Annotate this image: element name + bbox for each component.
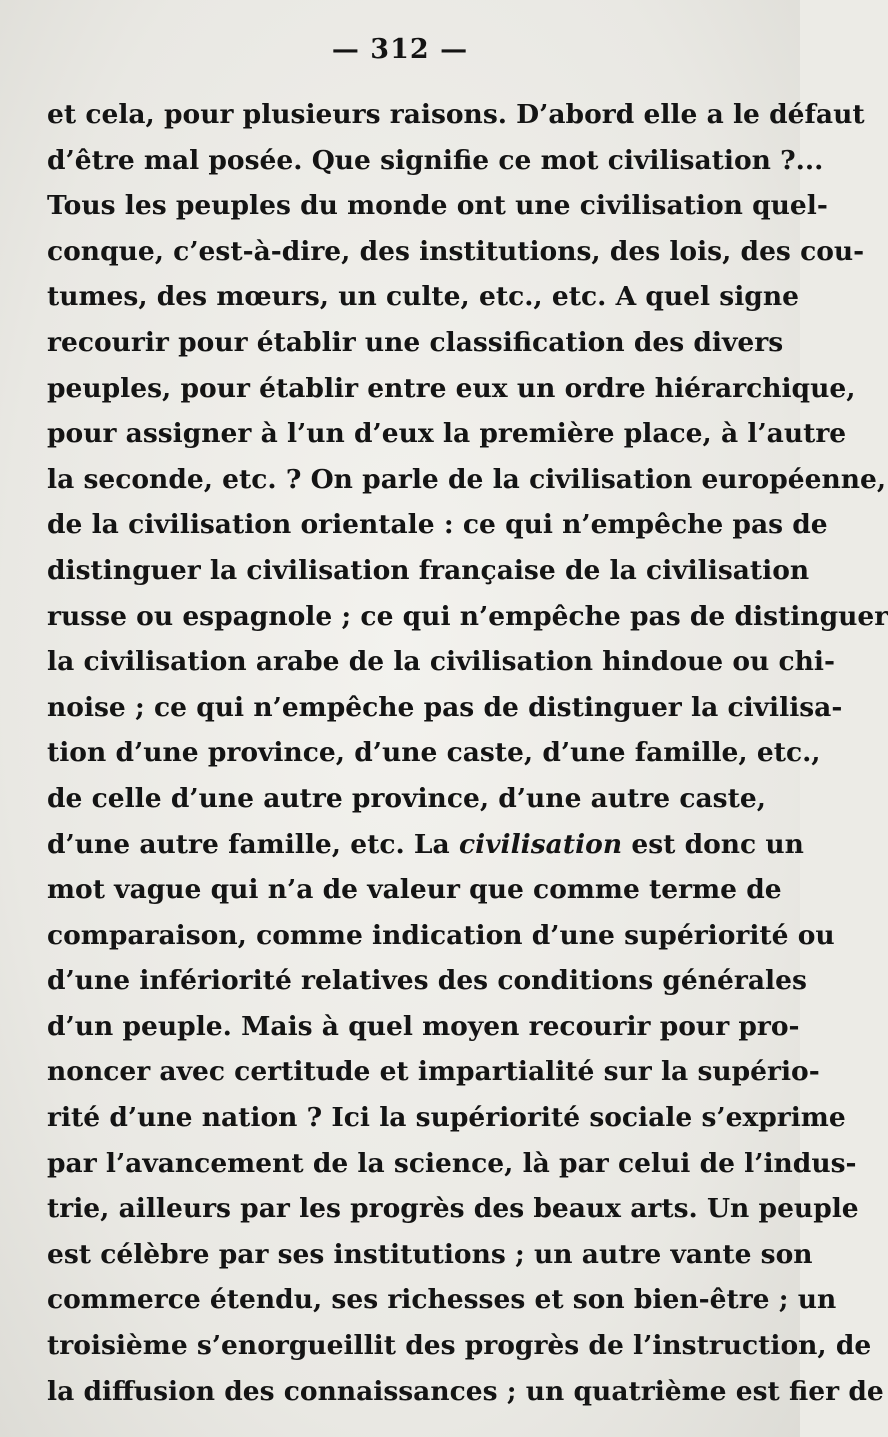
text-line: de celle d’une autre province, d’une autre caste, — [47, 782, 766, 814]
text-segment: est donc un — [631, 828, 804, 860]
text-line: noncer avec certitude et impartialité sur la supério- — [47, 1056, 820, 1088]
text-line: recourir pour établir une classification des divers — [47, 326, 784, 358]
text-line: mot vague qui n’a de valeur que comme terme de — [47, 874, 782, 906]
text-line: est célèbre par ses institutions ; un autre vante son — [47, 1238, 813, 1270]
text-line: par l’avancement de la science, là par celui de l’indus- — [47, 1147, 857, 1179]
body-text — [47, 92, 888, 1414]
text-line: tumes, des mœurs, un culte, etc., etc. A quel signe — [47, 281, 799, 313]
text-line: la diffusion des connaissances ; un quatrième est fier de — [47, 1375, 884, 1407]
text-line: d’être mal posée. Que signifie ce mot civilisation ?... — [47, 144, 824, 176]
text-line: conque, c’est-à-dire, des institutions, des lois, des cou- — [47, 235, 865, 267]
text-segment: d’une autre famille, etc. La — [47, 828, 450, 860]
text-line: et cela, pour plusieurs raisons. D’abord elle a le défaut — [47, 99, 865, 130]
text-line: pour assigner à l’un d’eux la première place, à l’autre — [47, 418, 847, 450]
text-line: noise ; ce qui n’empêche pas de distinguer la civilisa- — [47, 691, 843, 723]
text-line: d’une infériorité relatives des conditions générales — [47, 965, 807, 997]
text-line: commerce étendu, ses richesses et son bien-être ; un — [47, 1284, 837, 1316]
text-line: comparaison, comme indication d’une supériorité ou — [47, 919, 835, 951]
italic-word: civilisation — [458, 828, 623, 860]
text-line: tion d’une province, d’une caste, d’une famille, etc., — [47, 737, 821, 769]
text-line: de la civilisation orientale : ce qui n’empêche pas de — [47, 509, 828, 541]
text-line: peuples, pour établir entre eux un ordre hiérarchique, — [47, 372, 856, 404]
text-line: la civilisation arabe de la civilisation hindoue ou chi- — [47, 646, 835, 678]
text-line: d’un peuple. Mais à quel moyen recourir pour pro- — [47, 1010, 800, 1042]
page-number: — 312 — — [331, 34, 469, 65]
text-line-mixed — [47, 822, 804, 868]
text-line: trie, ailleurs par les progrès des beaux arts. Un peuple — [47, 1193, 859, 1225]
text-line: troisième s’enorgueillit des progrès de l’instruction, de — [47, 1330, 872, 1362]
text-line: Tous les peuples du monde ont une civilisation quel- — [47, 190, 828, 222]
text-line: la seconde, etc. ? On parle de la civilisation européenne, — [47, 463, 887, 495]
text-line: russe ou espagnole ; ce qui n’empêche pas de distinguer — [47, 600, 888, 632]
text-line: rité d’une nation ? Ici la supériorité sociale s’exprime — [47, 1102, 846, 1134]
text-line: distinguer la civilisation française de la civilisation — [47, 554, 810, 586]
